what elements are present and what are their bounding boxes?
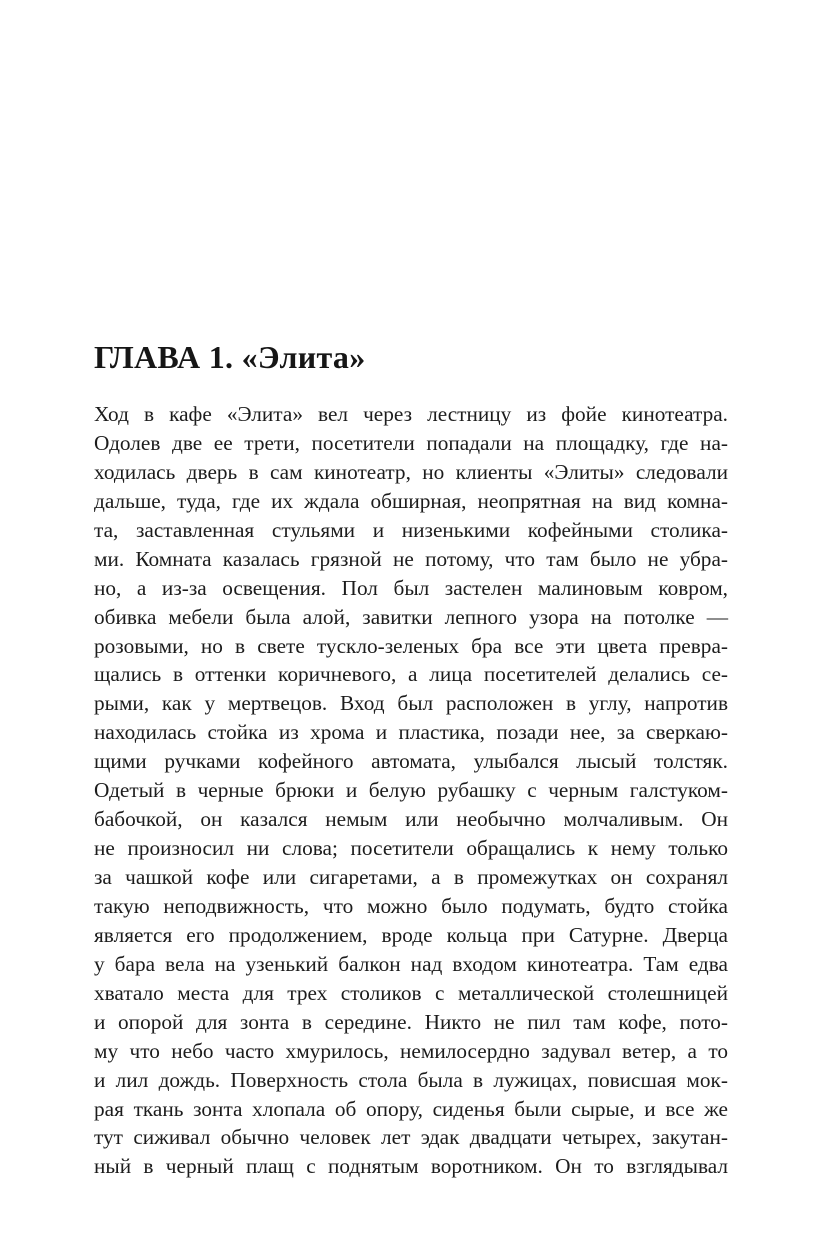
text-line: находилась стойка из хрома и пластика, позади нее, за сверкаю- (94, 720, 728, 745)
text-line: рыми, как у мертвецов. Вход был расположен в углу, напротив (94, 691, 728, 716)
text-line: та, заставленная стульями и низенькими кофейными столика- (94, 517, 728, 542)
text-line: является его продолжением, вроде кольца при Сатурне. Дверца (94, 922, 728, 947)
text-line: бабочкой, он казался немым или необычно молчаливым. Он (94, 807, 728, 832)
text-line: щались в оттенки коричневого, а лица посетителей делались се- (94, 662, 728, 687)
text-line: не произносил ни слова; посетители обращались к нему только (94, 836, 728, 861)
text-line: но, а из-за освещения. Пол был застелен малиновым ковром, (94, 575, 728, 600)
text-line: ходилась дверь в сам кинотеатр, но клиенты «Элиты» следовали (94, 459, 728, 484)
text-line: Ход в кафе «Элита» вел через лестницу из фойе кинотеатра. (94, 402, 728, 426)
text-line: хватало места для трех столиков с металлической столешницей (94, 980, 728, 1005)
text-line: розовыми, но в свете тускло-зеленых бра все эти цвета превра- (94, 633, 728, 658)
text-line: у бара вела на узенький балкон над входом кинотеатра. Там едва (94, 951, 728, 976)
text-line: обивка мебели была алой, завитки лепного узора на потолке — (94, 604, 728, 629)
text-line: за чашкой кофе или сигаретами, а в промежутках он сохранял (94, 865, 728, 889)
chapter-title: ГЛАВА 1. «Элита» (94, 339, 366, 375)
body-text (94, 400, 728, 1181)
text-line: дальше, туда, где их ждала обширная, неопрятная на вид комна- (94, 488, 728, 513)
text-line: ный в черный плащ с поднятым воротником. Он то взглядывал (94, 1154, 728, 1179)
text-line: ми. Комната казалась грязной не потому, что там было не убра- (94, 546, 728, 571)
text-line: Одетый в черные брюки и белую рубашку с черным галстуком- (94, 778, 728, 803)
text-line: рая ткань зонта хлопала об опору, сиденья были сырые, и все же (94, 1096, 728, 1121)
text-line: и опорой для зонта в середине. Никто не пил там кофе, пото- (94, 1009, 728, 1034)
text-line: Одолев две ее трети, посетители попадали на площадку, где на- (94, 430, 728, 455)
text-line: такую неподвижность, что можно было подумать, будто стойка (94, 893, 728, 918)
text-line: му что небо часто хмурилось, немилосердно задувал ветер, а то (94, 1038, 728, 1063)
text-line: тут сиживал обычно человек лет эдак двадцати четырех, закутан- (94, 1125, 728, 1150)
text-line: и лил дождь. Поверхность стола была в лужицах, повисшая мок- (94, 1067, 728, 1092)
text-line: щими ручками кофейного автомата, улыбался лысый толстяк. (94, 749, 728, 774)
